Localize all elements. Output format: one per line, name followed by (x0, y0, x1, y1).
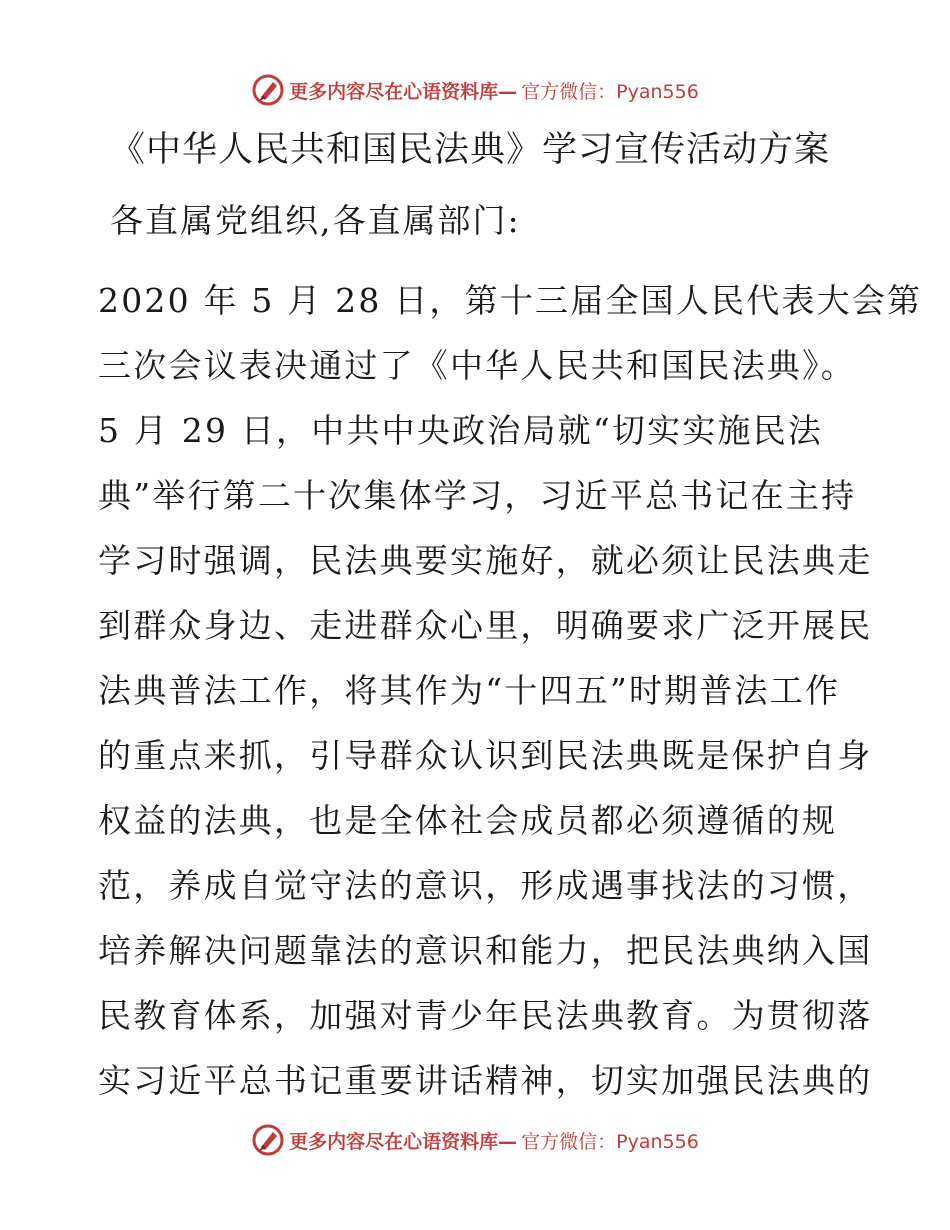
watermark-wechat: 官方微信：Pyan556 (521, 80, 699, 103)
watermark-wechat: 官方微信：Pyan556 (521, 1130, 699, 1153)
footer-watermark (0, 1120, 950, 1160)
watermark-group (251, 1123, 699, 1157)
pen-logo-icon (251, 73, 285, 107)
body-line: 到群众身边、走进群众心里，明确要求广泛开展民 (98, 606, 873, 645)
body-line: 培养解决问题靠法的意识和能力，把民法典纳入国 (98, 931, 873, 970)
body-line: 法典普法工作，将其作为“十四五”时期普法工作 (98, 671, 841, 710)
watermark-text: 更多内容尽在心语资料库— (289, 1130, 518, 1153)
body-line: 学习时强调，民法典要实施好，就必须让民法典走 (98, 541, 873, 580)
body-line: 实习近平总书记重要讲话精神，切实加强民法典的 (98, 1061, 873, 1100)
document-salutation: 各直属党组织,各直属部门: (110, 201, 521, 240)
body-line: 2020 年 5 月 28 日，第十三届全国人民代表大会第 (98, 281, 923, 320)
watermark-text: 更多内容尽在心语资料库— (289, 80, 518, 103)
watermark-group (251, 73, 699, 107)
body-line: 典”举行第二十次集体学习，习近平总书记在主持 (98, 476, 857, 515)
body-line: 三次会议表决通过了《中华人民共和国民法典》。 (98, 346, 856, 385)
body-line: 范，养成自觉守法的意识，形成遇事找法的习惯， (98, 866, 873, 905)
document-body (98, 268, 923, 1113)
body-line: 的重点来抓，引导群众认识到民法典既是保护自身 (98, 736, 873, 775)
body-line: 民教育体系，加强对青少年民法典教育。为贯彻落 (98, 996, 873, 1035)
document-title: 《中华人民共和国民法典》学习宣传活动方案 (110, 130, 831, 170)
body-line: 权益的法典，也是全体社会成员都必须遵循的规 (98, 801, 838, 840)
pen-logo-icon (251, 1123, 285, 1157)
header-watermark (0, 70, 950, 110)
body-line: 5 月 29 日，中共中央政治局就“切实实施民法 (98, 411, 824, 450)
